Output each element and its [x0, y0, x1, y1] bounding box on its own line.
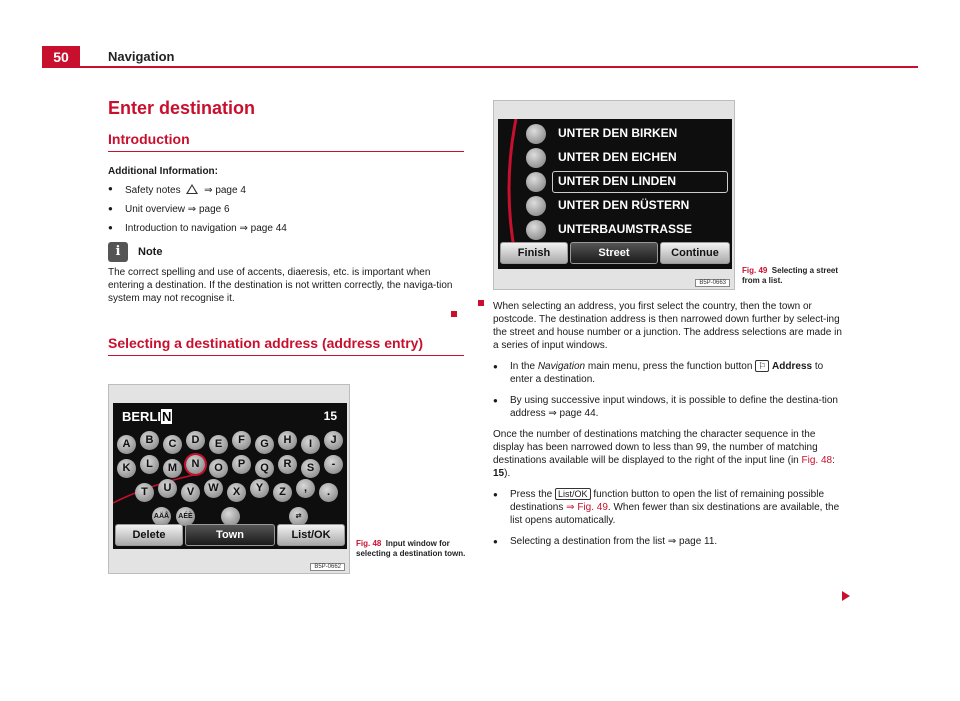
list-item[interactable]: [526, 147, 726, 169]
continue-arrow-icon: [842, 591, 850, 601]
key-x[interactable]: X: [227, 483, 246, 502]
list-item: [493, 360, 843, 386]
key-l[interactable]: L: [140, 455, 159, 474]
steps-list: [493, 360, 843, 420]
key-u[interactable]: U: [158, 479, 177, 498]
list-item[interactable]: [526, 219, 726, 241]
list-item-label: UNTER DEN LINDEN: [558, 174, 677, 188]
key-m[interactable]: M: [163, 459, 182, 478]
figure-49-caption: [742, 266, 842, 286]
radio-icon: [526, 148, 546, 168]
section-end-marker: [451, 311, 457, 317]
menu-name: Navigation: [537, 361, 586, 372]
key-s[interactable]: S: [301, 459, 320, 478]
entry-text: BERLI: [122, 409, 161, 424]
radio-icon: [526, 124, 546, 144]
key-r[interactable]: R: [278, 455, 297, 474]
key-b[interactable]: B: [140, 431, 159, 450]
section-title: Navigation: [108, 49, 175, 64]
page-link[interactable]: ⇒ page 4: [204, 185, 246, 196]
list-item-label: UNTER DEN EICHEN: [558, 150, 677, 164]
key-special-e[interactable]: AÉÈ: [176, 507, 195, 526]
list-item-text: Safety notes: [125, 185, 181, 196]
key-w[interactable]: W: [204, 479, 223, 498]
key-z[interactable]: Z: [273, 483, 292, 502]
figure-code: B5P-0662: [310, 563, 345, 571]
key-v[interactable]: V: [181, 483, 200, 502]
text: function button to open the list of remaining possible destinations: [510, 489, 825, 513]
text: Once the number of destinations matching the character sequence in the display has been narrowed down to less than 99, the number of matching destinations available will be displayed to the right of the input line (in: [493, 429, 818, 466]
text: In the: [510, 361, 536, 372]
finish-button[interactable]: Finish: [500, 242, 568, 264]
key-y[interactable]: Y: [250, 479, 269, 498]
continuation-marker: [478, 300, 484, 306]
figure-link[interactable]: ⇒ Fig. 49: [566, 502, 608, 513]
key-e[interactable]: E: [209, 435, 228, 454]
figure-49: [493, 100, 735, 290]
figure-48: [108, 384, 350, 574]
list-item[interactable]: [526, 195, 726, 217]
selection-highlight: [552, 171, 728, 193]
key--[interactable]: -: [324, 455, 343, 474]
key-n[interactable]: N: [186, 455, 205, 474]
text: :: [832, 455, 835, 466]
page-title: Enter destination: [108, 98, 256, 118]
list-item[interactable]: ● Selecting a destination from the list ⇒ page 11.: [493, 535, 843, 548]
key-t[interactable]: T: [135, 483, 154, 502]
key-k[interactable]: K: [117, 459, 136, 478]
warning-icon: [186, 184, 198, 194]
delete-button[interactable]: Delete: [115, 524, 183, 546]
caption-text: Selecting a street from a list.: [742, 266, 839, 285]
steps-list-2: [493, 488, 843, 548]
list-item: [108, 184, 464, 196]
entry-cursor: N: [162, 409, 172, 424]
key-q[interactable]: Q: [255, 459, 274, 478]
key-.[interactable]: .: [319, 483, 338, 502]
key-a[interactable]: A: [117, 435, 136, 454]
text: . When fewer than six destinations are available, the list opens automatically.: [510, 502, 840, 526]
list-item-label: UNTER DEN BIRKEN: [558, 126, 678, 140]
note-header: [108, 242, 464, 262]
caption-text: Input window for selecting a destination town.: [356, 539, 466, 558]
subtitle-introduction: Introduction: [108, 131, 464, 152]
mode-label-street: Street: [570, 242, 658, 264]
figure-code: B5P-0663: [695, 279, 730, 287]
text: to enter a destination.: [510, 361, 824, 385]
info-icon: i: [108, 242, 128, 262]
key-p[interactable]: P: [232, 455, 251, 474]
count-value: 15: [493, 468, 505, 479]
key-f[interactable]: F: [232, 431, 251, 450]
note-text: The correct spelling and use of accents, diaeresis, etc. is important when entering a destination. If the destination is not written correctly, the naviga-tion system may not recognise it.: [108, 267, 453, 304]
subtitle-address-entry: Selecting a destination address (address entry): [108, 335, 464, 356]
mode-label-town: Town: [185, 524, 275, 546]
right-body: [493, 300, 843, 556]
button-name: Address: [772, 361, 813, 372]
figure-number: Fig. 49: [742, 266, 768, 275]
list-item: ● By using successive input windows, it is possible to define the destina-tion address ⇒ page 44.: [493, 394, 843, 420]
note-label: Note: [138, 246, 163, 258]
additional-info-label: Additional Information:: [108, 166, 218, 177]
info-list: [108, 184, 464, 234]
key-i[interactable]: I: [301, 435, 320, 454]
figure-number: Fig. 48: [356, 539, 382, 548]
left-column: [108, 98, 464, 356]
key-c[interactable]: C: [163, 435, 182, 454]
flag-icon: ⚐: [755, 360, 769, 372]
key-g[interactable]: G: [255, 435, 274, 454]
list-item: [493, 488, 843, 527]
text: Press the: [510, 489, 553, 500]
text: ).: [504, 468, 511, 479]
list-item[interactable]: [526, 123, 726, 145]
key-d[interactable]: D: [186, 431, 205, 450]
list-item[interactable]: ● Introduction to navigation ⇒ page 44: [108, 223, 464, 234]
button-name: List/OK: [555, 488, 591, 500]
swap-icon[interactable]: ⇄: [289, 507, 308, 526]
key-,[interactable]: ,: [296, 479, 315, 498]
figure-link[interactable]: Fig. 48: [801, 455, 833, 466]
count-paragraph: [493, 428, 843, 480]
key-h[interactable]: H: [278, 431, 297, 450]
header-rule: [42, 66, 918, 68]
radio-icon: [526, 172, 546, 192]
continue-button[interactable]: Continue: [660, 242, 730, 264]
list-item[interactable]: ● Unit overview ⇒ page 6: [108, 204, 464, 215]
list-ok-button[interactable]: List/OK: [277, 524, 345, 546]
intro-paragraph: When selecting an address, you first select the country, then the town or postcode. The destination address is then narrowed down further by select-ing the street and house number or a junction. The address selections are made in a series of input windows.: [493, 301, 842, 351]
list-item-label: UNTER DEN RÜSTERN: [558, 198, 690, 212]
list-item-label: UNTERBAUMSTRASSE: [558, 222, 693, 236]
match-count: 15: [323, 409, 337, 423]
key-special-a[interactable]: AÄÅ: [152, 507, 171, 526]
text: main menu, press the function button: [587, 361, 753, 372]
page-number: 50: [42, 46, 80, 68]
key-o[interactable]: O: [209, 459, 228, 478]
radio-icon: [526, 196, 546, 216]
key-j[interactable]: J: [324, 431, 343, 450]
radio-icon: [526, 220, 546, 240]
figure-48-caption: [356, 539, 466, 559]
